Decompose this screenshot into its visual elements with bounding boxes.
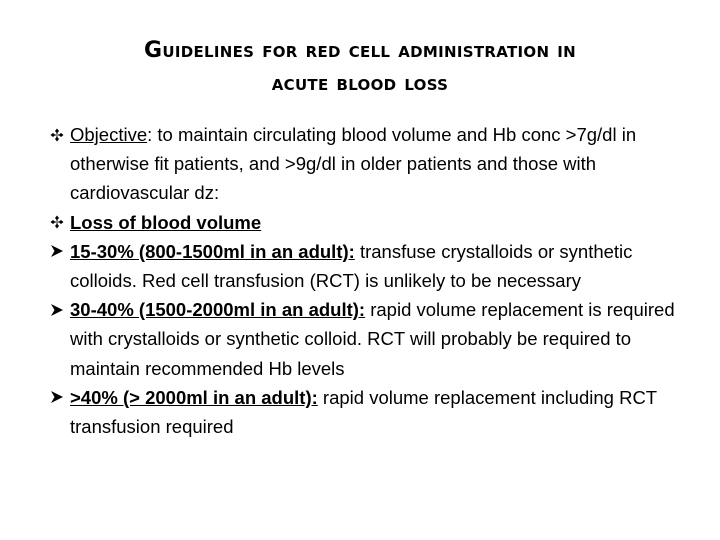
bullet-30-40-percent (48, 295, 688, 383)
30-40-percent-text: rapid volume replacement is required with crystalloids or synthetic colloid. RCT will probably be required to maintain recommended Hb levels (70, 299, 675, 379)
bullet-over-40-percent (48, 383, 688, 441)
bullet-list (48, 120, 688, 441)
over-40-percent-label: >40% (> 2000ml in an adult): (70, 386, 318, 408)
bullet-loss-of-blood-volume (48, 208, 688, 237)
loss-of-blood-volume-label: Loss of blood volume (70, 211, 262, 233)
bullet-objective (48, 120, 688, 208)
15-30-percent-text: transfuse crystalloids or synthetic colloids. Red cell transfusion (RCT) is unlikely to be necessary (70, 240, 633, 292)
slide-title (20, 34, 700, 100)
diamond-cluster-icon (48, 208, 66, 237)
arrowhead-icon (48, 295, 66, 324)
30-40-percent-label: 30-40% (1500-2000ml in an adult): (70, 299, 366, 321)
over-40-percent-text: rapid volume replacement including RCT transfusion required (70, 386, 657, 438)
title-line-1: Guidelines for red cell administration in (143, 38, 576, 63)
arrowhead-icon (48, 383, 66, 412)
diamond-cluster-icon (48, 120, 66, 149)
arrowhead-icon (48, 237, 66, 266)
objective-text: : to maintain circulating blood volume and Hb conc >7g/dl in otherwise fit patients, and >9g/dl in older patients and those with cardiovascular dz: (70, 124, 637, 204)
bullet-15-30-percent (48, 237, 688, 295)
15-30-percent-label: 15-30% (800-1500ml in an adult): (70, 240, 355, 262)
objective-label: Objective (70, 124, 148, 145)
title-line-2: acute blood loss (271, 71, 449, 96)
